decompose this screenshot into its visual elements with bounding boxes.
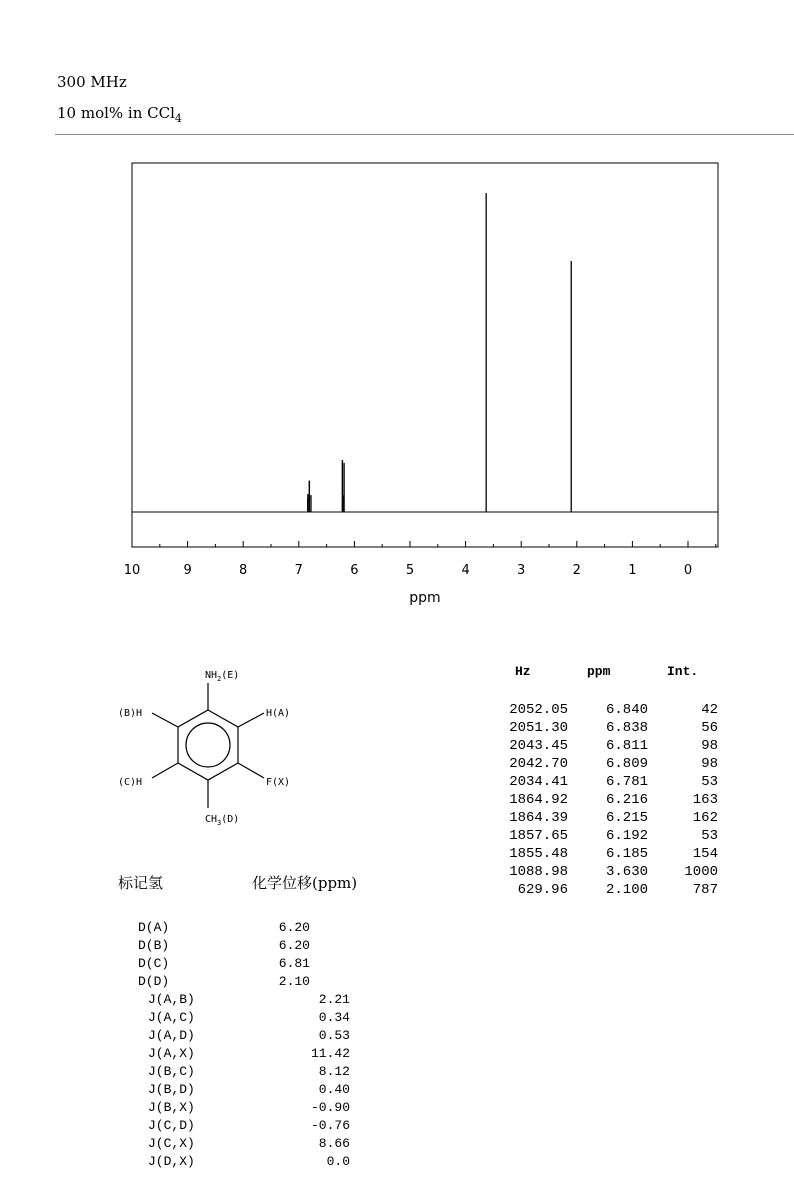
peak-intensity: 787 (692, 882, 718, 898)
coupling-value: 0.34 (318, 1010, 350, 1025)
peak-intensity: 98 (701, 756, 718, 772)
coupling-label: J(C,X) (148, 1136, 195, 1151)
fluorine-x-label: F(X) (266, 777, 291, 788)
x-tick-label: 6 (350, 563, 359, 578)
hydrogen-b-label: (B)H (118, 708, 143, 719)
shift-label: D(A) (138, 920, 170, 935)
plot-frame (132, 163, 718, 547)
peak-hz: 1855.48 (509, 846, 568, 862)
assignment-header-label: 标记氢 (118, 874, 164, 892)
peak-table-row (470, 792, 730, 810)
benzene-ring (178, 710, 238, 780)
coupling-value: 2.21 (318, 992, 350, 1007)
coupling-label: J(A,D) (148, 1028, 195, 1043)
peak-intensity: 53 (701, 828, 718, 844)
peak-intensity: 56 (701, 720, 718, 736)
peak-hz: 2042.70 (509, 756, 568, 772)
peak-ppm: 2.100 (605, 882, 648, 898)
peak-ppm: 6.185 (605, 846, 648, 862)
peak-ppm: 6.809 (605, 756, 648, 772)
peak-hz: 2034.41 (509, 774, 568, 790)
coupling-value: 8.12 (318, 1064, 350, 1079)
peak-table-row (470, 738, 730, 756)
peak-hz: 2052.05 (509, 702, 568, 718)
x-tick-label: 10 (123, 563, 141, 578)
peak-intensity: 154 (692, 846, 718, 862)
coupling-label: J(A,B) (148, 992, 195, 1007)
peak-ppm: 6.781 (605, 774, 648, 790)
x-tick-label: 4 (461, 563, 470, 578)
coupling-value: 11.42 (310, 1046, 350, 1061)
coupling-value: 0.53 (318, 1028, 350, 1043)
shift-value: 6.20 (278, 938, 310, 953)
peak-ppm: 6.215 (605, 810, 648, 826)
shift-label: D(D) (138, 974, 170, 989)
peak-table-row (470, 828, 730, 846)
x-tick-label: 8 (239, 563, 248, 578)
peak-table-header-hz: Hz (515, 664, 531, 679)
peak-table-row (470, 774, 730, 792)
shift-value: 2.10 (278, 974, 310, 989)
hydrogen-a-label: H(A) (266, 708, 291, 719)
coupling-label: J(A,C) (148, 1010, 195, 1025)
x-tick-label: 3 (517, 563, 526, 578)
peak-ppm: 6.811 (605, 738, 648, 754)
bond-h-a (238, 713, 264, 727)
peak-hz: 2051.30 (509, 720, 568, 736)
shift-label: D(C) (138, 956, 170, 971)
x-tick-label: 5 (405, 563, 415, 578)
x-tick-label: 1 (628, 563, 637, 578)
aromatic-circle (186, 723, 230, 767)
coupling-value: 8.66 (318, 1136, 350, 1151)
coupling-label: J(D,X) (148, 1154, 195, 1169)
coupling-label: J(B,X) (148, 1100, 195, 1115)
x-tick-label: 9 (183, 563, 192, 578)
peak-ppm: 6.838 (605, 720, 648, 736)
coupling-value: 0.40 (318, 1082, 350, 1097)
peak-hz: 629.96 (517, 882, 568, 898)
peak-ppm: 6.840 (605, 702, 648, 718)
peak-hz: 1864.39 (509, 810, 568, 826)
peak-ppm: 6.192 (605, 828, 648, 844)
sample-subscript: 4 (174, 112, 182, 125)
peak-intensity: 162 (692, 810, 718, 826)
peak-table-row (470, 756, 730, 774)
sample-text: 10 mol% in CCl (57, 104, 175, 122)
assignment-header-shift: 化学位移(ppm) (252, 874, 358, 892)
shift-value: 6.20 (278, 920, 310, 935)
coupling-label: J(B,D) (148, 1082, 195, 1097)
peak-intensity: 98 (701, 738, 718, 754)
peak-table-row (470, 846, 730, 864)
hydrogen-c-label: (C)H (118, 777, 143, 788)
peaks-group (308, 193, 572, 512)
peak-table-header-ppm: ppm (587, 664, 611, 679)
peak-table-row (470, 720, 730, 738)
peak-intensity: 163 (692, 792, 718, 808)
peak-hz: 1857.65 (509, 828, 568, 844)
bond-h-b (152, 713, 178, 727)
coupling-label: J(A,X) (148, 1046, 195, 1061)
peak-hz: 1864.92 (509, 792, 568, 808)
coupling-value: -0.90 (310, 1100, 350, 1115)
peak-hz: 1088.98 (509, 864, 568, 880)
peak-table-row (470, 864, 730, 882)
bond-f-x (238, 763, 264, 778)
coupling-value: -0.76 (310, 1118, 350, 1133)
coupling-label: J(B,C) (148, 1064, 195, 1079)
peak-table-row (470, 882, 730, 900)
x-tick-label: 7 (294, 563, 303, 578)
peak-intensity: 53 (701, 774, 718, 790)
shift-value: 6.81 (278, 956, 310, 971)
x-tick-label: 0 (683, 563, 693, 578)
peak-table-header-int: Int. (667, 664, 699, 679)
methyl-label: $CH_3(D)$ (205, 814, 240, 827)
bond-h-c (152, 763, 178, 778)
x-tick-label: 2 (572, 563, 581, 578)
peak-table-row (470, 702, 730, 720)
molecule-structure (108, 660, 328, 840)
peak-hz: 2043.45 (509, 738, 568, 754)
coupling-label: J(C,D) (148, 1118, 195, 1133)
peak-ppm: 6.216 (605, 792, 648, 808)
peak-table-row (470, 810, 730, 828)
peak-ppm: 3.630 (605, 864, 648, 880)
spectrometer-frequency: 300 MHz (57, 73, 127, 91)
peak-intensity: 1000 (684, 864, 718, 880)
x-axis-label: ppm (409, 590, 441, 606)
peak-intensity: 42 (701, 702, 718, 718)
coupling-value: 0.0 (326, 1154, 350, 1169)
amine-label: $NH_2(E)$ (205, 670, 240, 683)
shift-label: D(B) (138, 938, 170, 953)
